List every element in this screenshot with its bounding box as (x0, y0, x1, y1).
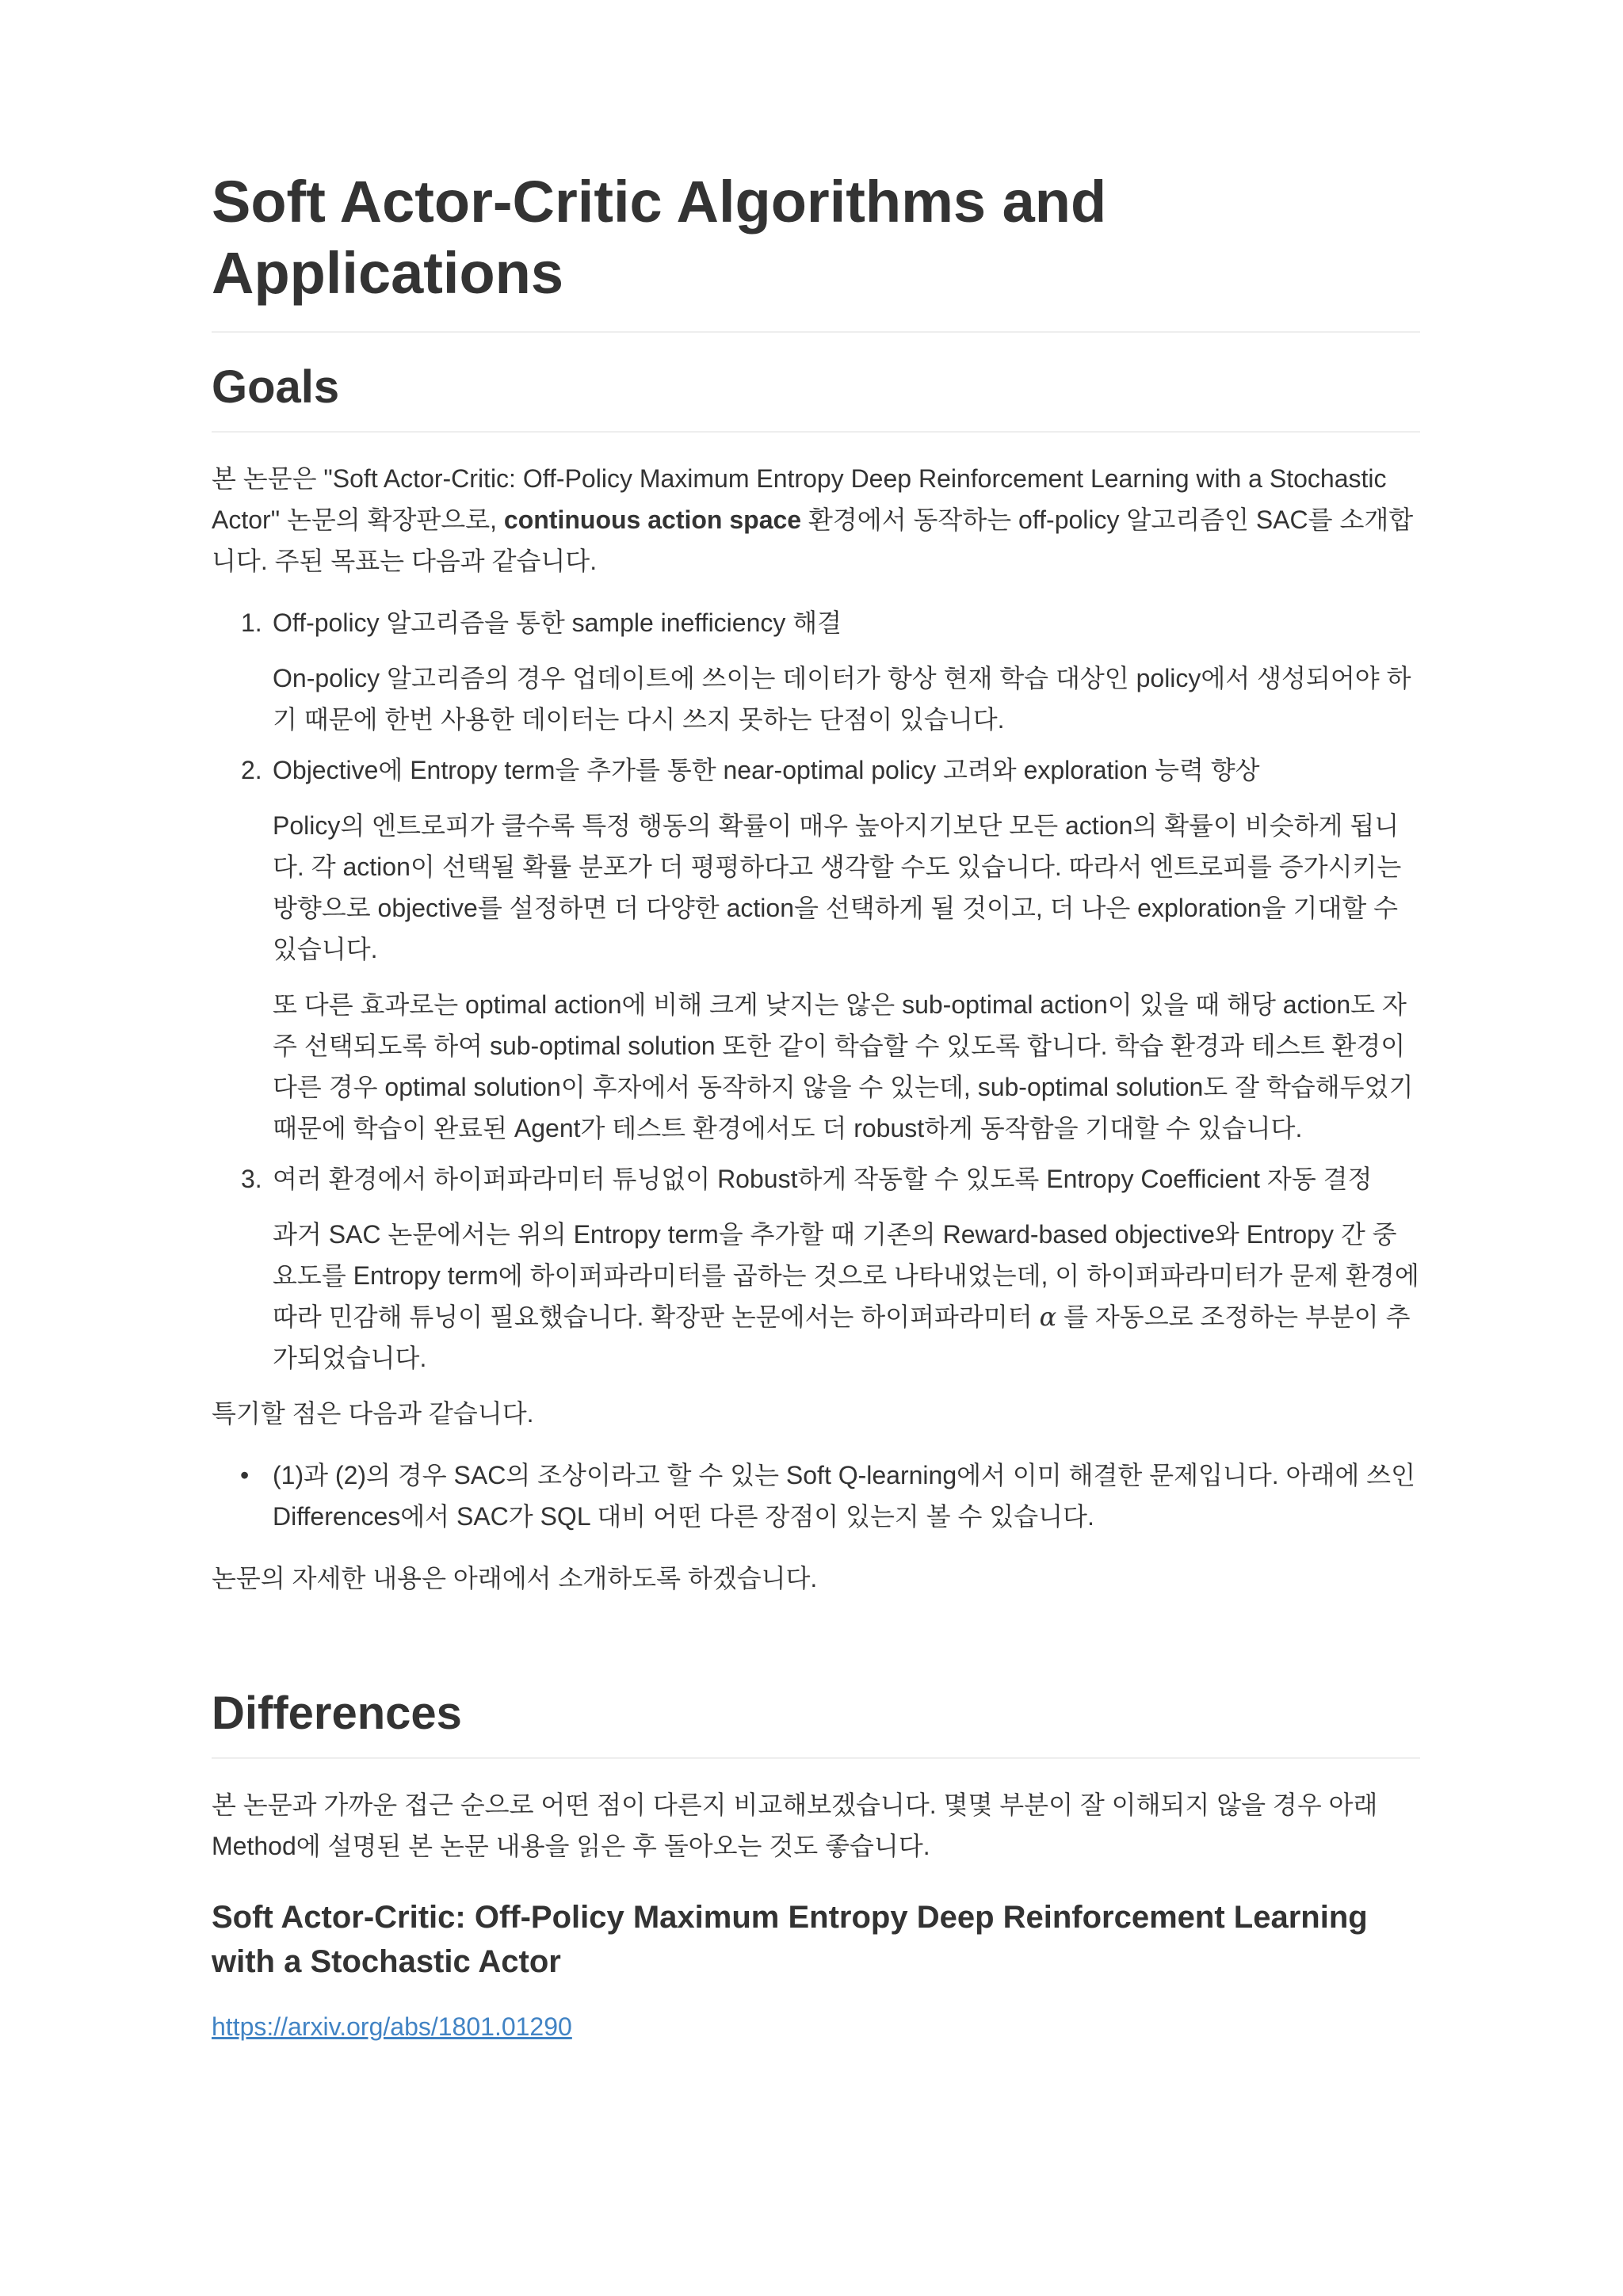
goals-list-item-1 (212, 602, 1420, 740)
notable-bullet-item (212, 1455, 1420, 1537)
differences-heading: Differences (212, 1688, 462, 1739)
list-item-paragraph: On-policy 알고리즘의 경우 업데이트에 쓰이는 데이터가 항상 현재 학습 대상인 policy에서 생성되어야 하기 때문에 한번 사용한 데이터는 다시 쓰지 못하는 단점이 있습니다. (273, 664, 1411, 734)
paper-subheading: Soft Actor-Critic: Off-Policy Maximum Entropy Deep Reinforcement Learning with a Stochastic Actor (212, 1900, 1368, 1979)
goals-list-item-2 (212, 749, 1420, 1149)
differences-intro: 본 논문과 가까운 접근 순으로 어떤 점이 다른지 비교해보겠습니다. 몇몇 부분이 잘 이해되지 않을 경우 아래 Method에 설명된 본 논문 내용을 읽은 후 돌아오는 것도 좋습니다. (212, 1791, 1378, 1860)
list-item-title: 여러 환경에서 하이퍼파라미터 튜닝없이 Robust하게 작동할 수 있도록 Entropy Coefficient 자동 결정 (273, 1165, 1373, 1193)
goals-heading: Goals (212, 361, 340, 413)
goals-list-item-3 (212, 1158, 1420, 1379)
goals-intro-paragraph (212, 458, 1420, 582)
list-item-title: Objective에 Entropy term을 추가를 통한 near-optimal policy 고려와 exploration 능력 향상 (273, 756, 1260, 784)
alpha-symbol: α (1039, 1302, 1057, 1332)
list-marker: 2. (241, 756, 262, 784)
goals-closing: 논문의 자세한 내용은 아래에서 소개하도록 하겠습니다. (212, 1564, 818, 1592)
title-divider (212, 331, 1420, 333)
goals-intro-text: 본 논문은 "Soft Actor-Critic: Off-Policy Maximum Entropy Deep Reinforcement Learning with a Stochastic Actor" 논문의 확장판으로, (212, 464, 1387, 534)
list-marker: 3. (241, 1165, 262, 1193)
list-item-paragraph: 또 다른 효과로는 optimal action에 비해 크게 낮지는 않은 sub-optimal action이 있을 때 해당 action도 자주 선택되도록 하여 sub-optimal solution 또한 같이 학습할 수 있도록 합니다. 학습 환경과 테스트 환경이 다른 경우 optimal solution이 후자에서 동작하지 않을 수 있는데, sub-optimal solution도 잘 학습해두었기 때문에 학습이 완료된 Agent가 테스트 환경에서도 더 robust하게 동작함을 기대할 수 있습니다. (273, 990, 1414, 1142)
list-item-paragraph: Policy의 엔트로피가 클수록 특정 행동의 확률이 매우 높아지기보단 모든 action의 확률이 비슷하게 됩니다. 각 action이 선택될 확률 분포가 더 평평하다고 생각할 수도 있습니다. 따라서 엔트로피를 증가시키는 방향으로 objective를 설정하면 더 다양한 action을 선택하게 될 것이고, 더 나은 exploration을 기대할 수 있습니다. (273, 811, 1402, 963)
document-page (212, 166, 1420, 2047)
bullet-marker: • (240, 1461, 250, 1489)
goals-intro-text-end: 환경에서 동작하는 off-policy 알고리즘인 SAC를 소개합니다. 주된 목표는 다음과 같습니다. (212, 505, 1414, 575)
paper-link[interactable]: https://arxiv.org/abs/1801.01290 (212, 2012, 572, 2041)
document-title: Soft Actor-Critic Algorithms and Applications (212, 169, 1107, 306)
paragraph-text-end: 를 자동으로 조정하는 부분이 추가되었습니다. (273, 1302, 1411, 1372)
list-item-title: Off-policy 알고리즘을 통한 sample inefficiency 해결 (273, 608, 842, 637)
notable-intro: 특기할 점은 다음과 같습니다. (212, 1399, 534, 1428)
list-item-paragraph (273, 1214, 1420, 1379)
paragraph-text: 과거 SAC 논문에서는 위의 Entropy term을 추가할 때 기존의 Reward-based objective와 Entropy 간 중요도를 Entropy term에 하이퍼파라미터를 곱하는 것으로 나타내었는데, 이 하이퍼파라미터가 문제 환경에 따라 민감해 튜닝이 필요했습니다. 확장판 논문에서는 하이퍼파라미터 (273, 1220, 1419, 1331)
list-marker: 1. (241, 608, 262, 637)
goals-intro-bold: continuous action space (503, 505, 802, 534)
goals-divider (212, 431, 1420, 433)
differences-divider (212, 1757, 1420, 1759)
bullet-text: (1)과 (2)의 경우 SAC의 조상이라고 할 수 있는 Soft Q-learning에서 이미 해결한 문제입니다. 아래에 쓰인 Differences에서 SAC가 SQL 대비 어떤 다른 장점이 있는지 볼 수 있습니다. (273, 1461, 1415, 1531)
